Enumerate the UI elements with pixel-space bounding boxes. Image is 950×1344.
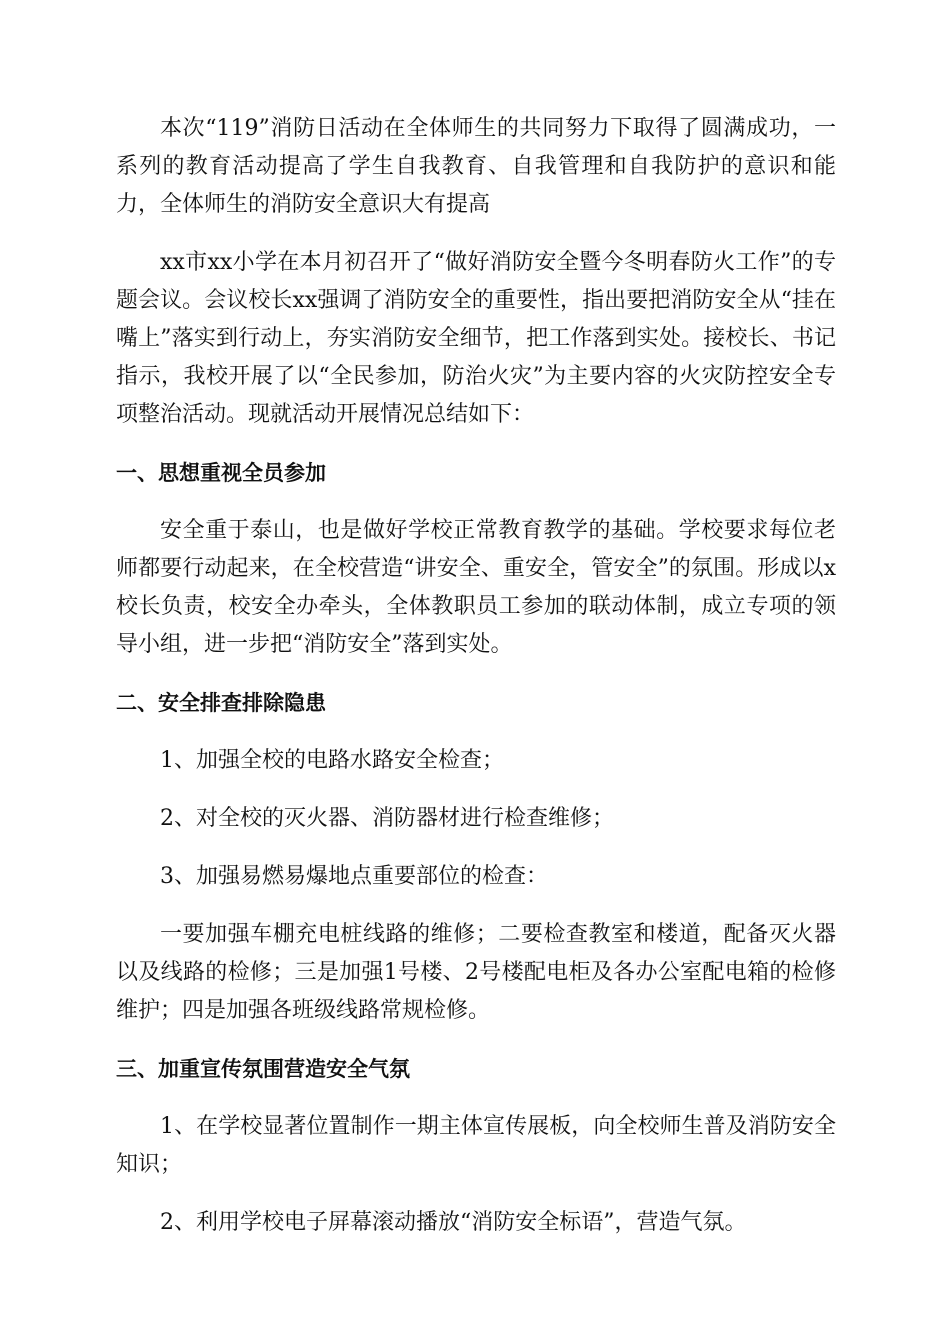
section-2-item-3: 3、加强易燃易爆地点重要部位的检查： — [160, 864, 548, 889]
intro-paragraph-1: 本次“119”消防日活动在全体师生的共同努力下取得了圆满成功，一系列的教育活动提高了学生自我教育、自我管理和自我防护的意识和能力，全体师生的消防安全意识大有提高 — [116, 116, 836, 217]
section-2-heading: 二、安全排查排除隐患 — [116, 691, 326, 715]
section-3-item-2: 2、利用学校电子屏幕滚动播放“消防安全标语”，营造气氛。 — [160, 1210, 747, 1235]
section-2-paragraph-4: 一要加强车棚充电桩线路的维修；二要检查教室和楼道，配备灭火器以及线路的检修；三是加强1号楼、2号楼配电柜及各办公室配电箱的检修维护；四是加强各班级线路常规检修。 — [116, 922, 836, 1023]
intro-paragraph-2: xx市xx小学在本月初召开了“做好消防安全暨今冬明春防火工作”的专题会议。会议校长xx强调了消防安全的重要性，指出要把消防安全从“挂在嘴上”落实到行动上，夯实消防安全细节，把工作落到实处。接校长、书记指示，我校开展了以“全民参加，防治火灾”为主要内容的火灾防控安全专项整治活动。现就活动开展情况总结如下： — [116, 250, 836, 427]
document-body — [116, 110, 836, 1262]
section-2-item-2: 2、对全校的灭火器、消防器材进行检查维修； — [160, 806, 614, 831]
section-3-item-1: 1、在学校显著位置制作一期主体宣传展板，向全校师生普及消防安全知识； — [116, 1114, 836, 1177]
section-3-heading: 三、加重宣传氛围营造安全气氛 — [116, 1057, 410, 1081]
section-1-paragraph-1: 安全重于泰山，也是做好学校正常教育教学的基础。学校要求每位老师都要行动起来，在全校营造“讲安全、重安全，管安全”的氛围。形成以x校长负责，校安全办牵头，全体教职员工参加的联动体制，成立专项的领导小组，进一步把“消防安全”落到实处。 — [116, 518, 836, 657]
section-1-heading: 一、思想重视全员参加 — [116, 461, 326, 485]
section-2-item-1: 1、加强全校的电路水路安全检查； — [160, 748, 504, 773]
